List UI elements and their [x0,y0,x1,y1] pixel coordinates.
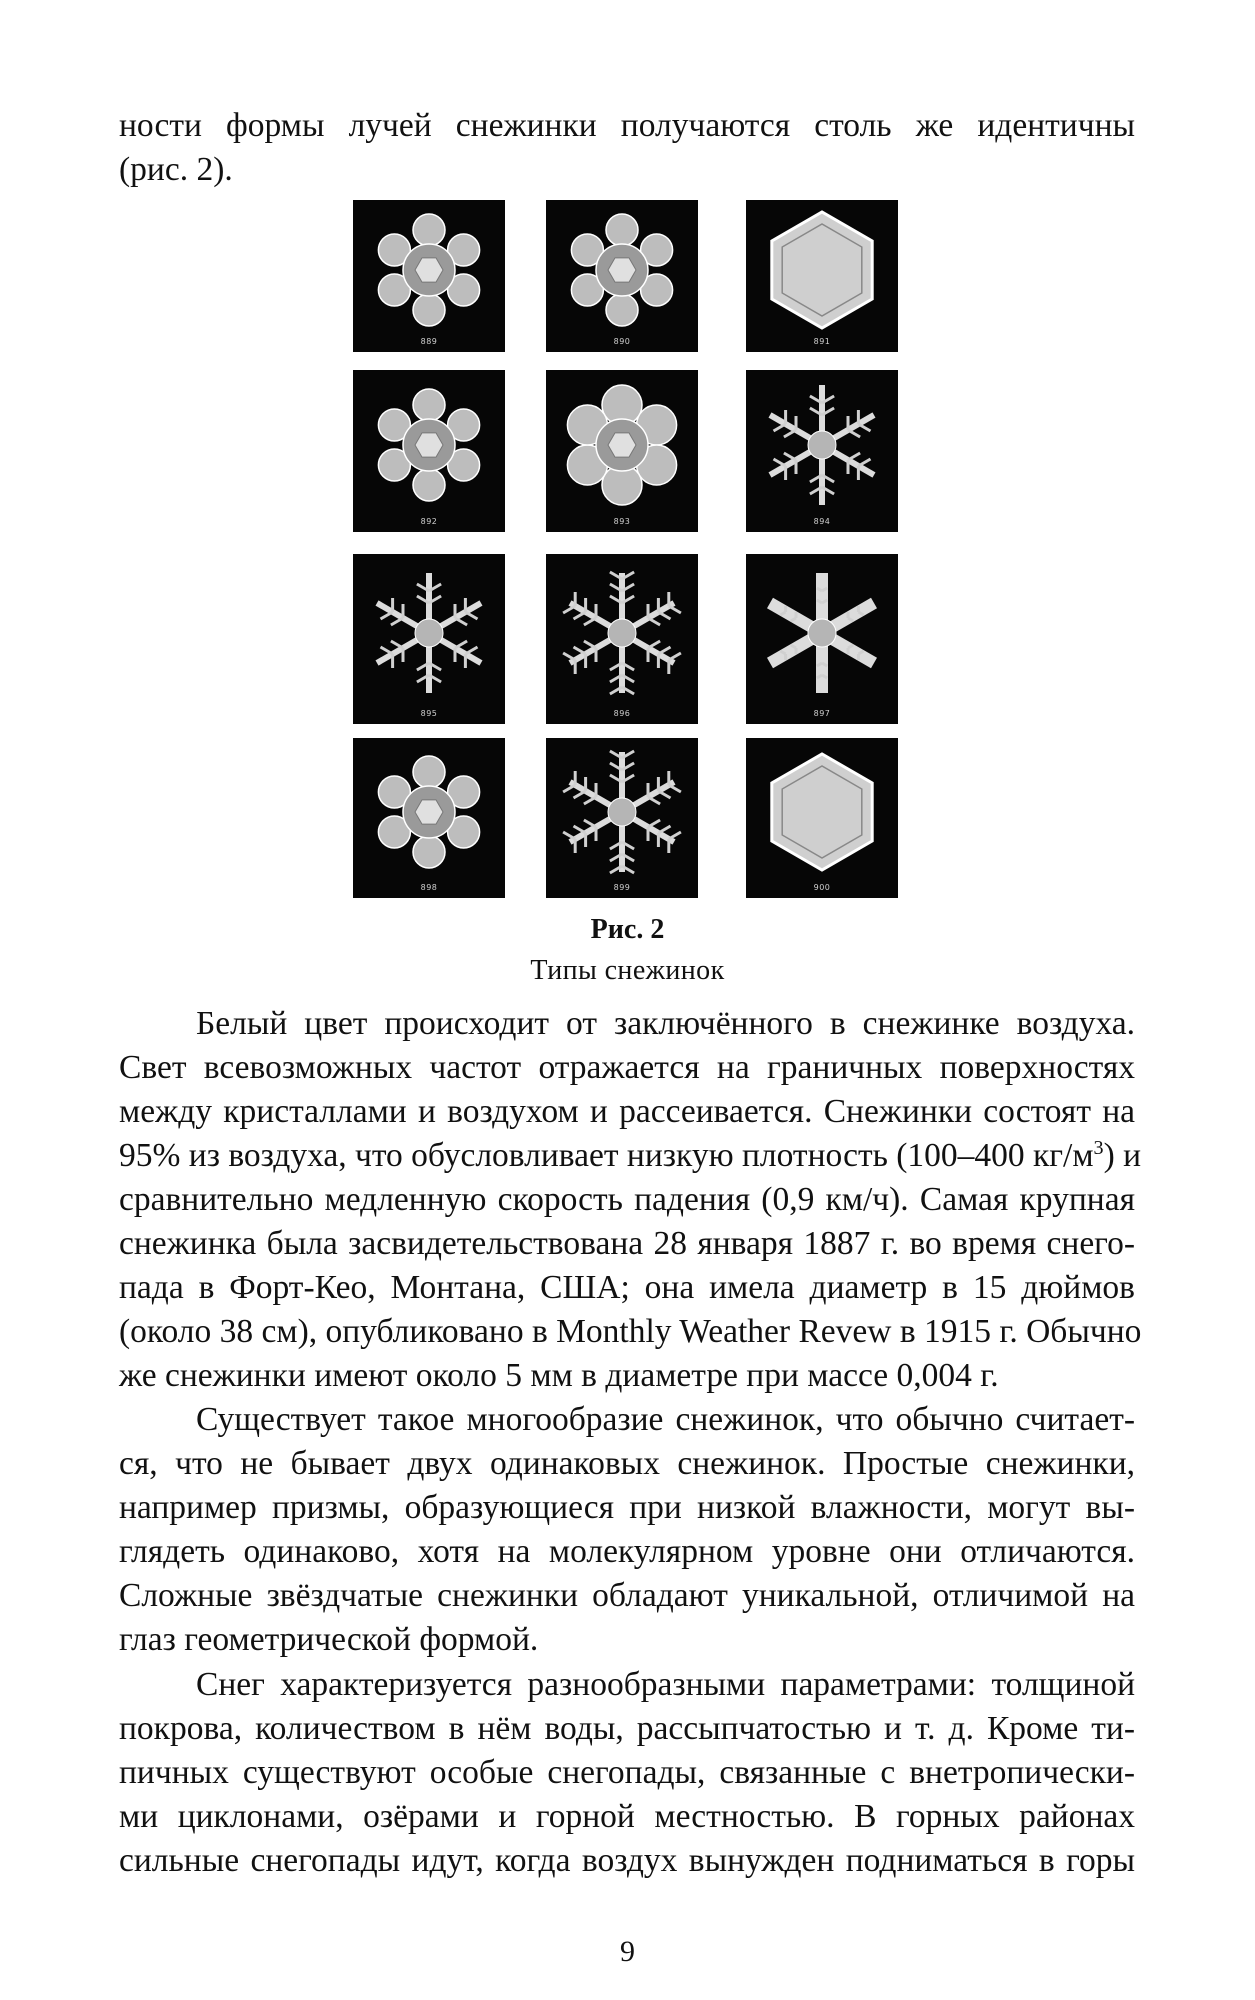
photo-number: 892 [420,517,438,526]
photo-number: 890 [613,337,631,346]
snowflake-photo [746,554,898,724]
text-line: Свет всевозможных частот отражается на граничных поверхностях [119,1049,1135,1086]
paragraph-white-color [119,1002,1142,1398]
photo-number: 893 [613,517,631,526]
text-line: же снежинки имеют около 5 мм в диаметре при массе 0,004 г. [119,1357,999,1394]
photo-number: 896 [613,709,631,718]
paragraph-diversity [119,1398,1135,1662]
text-fragment: 95% из воздуха, что обусловливает низкую плотность (100–400 кг/м [119,1137,1094,1174]
text-line: (рис. 2). [119,151,233,188]
text-line: ми циклонами, озёрами и горной местностью. В горных районах [119,1798,1135,1835]
figure-caption-subtitle: Типы снежинок [530,955,725,986]
photo-number: 891 [813,337,831,346]
text-line: сильные снегопады идут, когда воздух вынужден подниматься в горы [119,1842,1135,1879]
text-line: сравнительно медленную скорость падения (0,9 км/ч). Самая крупная [119,1181,1135,1218]
text-line: ности формы лучей снежинки получаются столь же идентичны [119,107,1135,144]
snowflake-icon [353,738,505,898]
snowflake-photo [746,738,898,898]
snowflake-icon [546,554,698,724]
snowflake-icon [353,554,505,724]
snowflake-photo [353,738,505,898]
photo-number: 900 [813,883,831,892]
text-line: Сложные звёздчатые снежинки обладают уникальной, отличимой на [119,1577,1135,1614]
photo-number: 895 [420,709,438,718]
photo-number: 897 [813,709,831,718]
text-line: например призмы, образующиеся при низкой влажности, могут вы- [119,1489,1135,1526]
text-line [119,1134,1142,1178]
text-line: снежинка была засвидетельствована 28 января 1887 г. во время снего- [119,1225,1135,1262]
intro-paragraph [119,104,1135,192]
photo-number: 889 [420,337,438,346]
text-line: Снег характеризуется разнообразными параметрами: толщиной [196,1666,1135,1703]
text-line: между кристаллами и воздухом и рассеивается. Снежинки состоят на [119,1093,1135,1130]
text-line: (около 38 см), опубликовано в Monthly Weather Revew в 1915 г. Обычно [119,1313,1142,1350]
snowflake-photo [546,738,698,898]
superscript: 3 [1093,1136,1104,1159]
snowflake-icon [546,370,698,532]
snowflake-photo [546,370,698,532]
photo-number: 894 [813,517,831,526]
text-line: пада в Форт-Кео, Монтана, США; она имела диаметр в 15 дюймов [119,1269,1135,1306]
snowflake-photo [546,554,698,724]
text-line: ся, что не бывает двух одинаковых снежинок. Простые снежинки, [119,1445,1135,1482]
snowflake-icon [746,738,898,898]
snowflake-photo [353,200,505,352]
photo-number: 899 [613,883,631,892]
snowflake-figure [353,200,898,898]
text-line: покрова, количеством в нём воды, рассыпчатостью и т. д. Кроме ти- [119,1710,1135,1747]
text-line: Существует такое многообразие снежинок, что обычно считает- [196,1401,1135,1438]
text-fragment: ) и [1103,1137,1142,1174]
snowflake-photo [353,370,505,532]
snowflake-icon [353,200,505,352]
snowflake-icon [546,738,698,898]
photo-number: 898 [420,883,438,892]
page-number: 9 [620,1935,635,1968]
snowflake-icon [353,370,505,532]
snowflake-icon [746,370,898,532]
snowflake-photo [546,200,698,352]
text-line: пичных существуют особые снегопады, связанные с внетропически- [119,1754,1135,1791]
text-line: глядеть одинаково, хотя на молекулярном уровне они отличаются. [119,1533,1135,1570]
paragraph-snow-parameters [119,1663,1135,1883]
snowflake-icon [746,554,898,724]
text-line: Белый цвет происходит от заключённого в снежинке воздуха. [196,1005,1135,1042]
snowflake-photo [353,554,505,724]
snowflake-icon [546,200,698,352]
text-line: глаз геометрической формой. [119,1621,539,1658]
figure-caption-title: Рис. 2 [590,914,665,945]
snowflake-photo [746,200,898,352]
snowflake-icon [746,200,898,352]
snowflake-photo [746,370,898,532]
